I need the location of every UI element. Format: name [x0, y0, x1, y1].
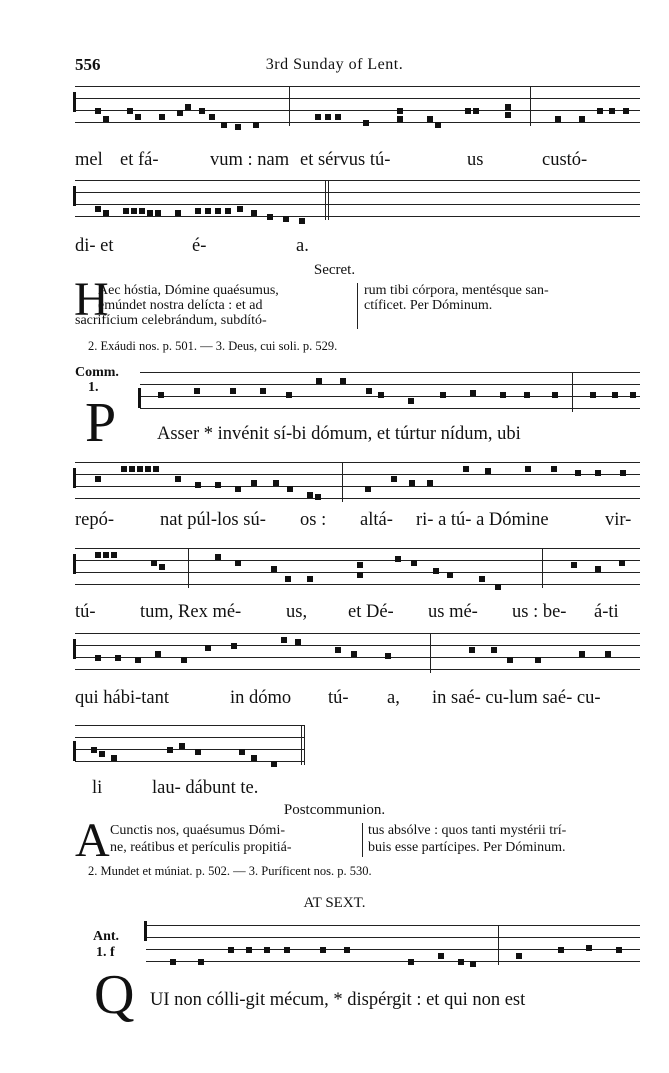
- lyric-word: lau- dábunt te.: [152, 778, 259, 798]
- lyric-word: us : be-: [512, 602, 567, 622]
- secret-references: 2. Exáudi nos. p. 501. — 3. Deus, cui soli. p. 529.: [88, 339, 338, 353]
- lyric-word: in saé- cu-lum saé- cu-: [432, 688, 601, 708]
- chant-staff-6: [75, 633, 640, 677]
- postcommunion-title: Postcommunion.: [283, 802, 386, 818]
- postcommunion-line: buis esse partícipes. Per Dóminum.: [368, 840, 566, 855]
- postcommunion-line: ne, reátibus et perículis propitiá-: [110, 840, 292, 855]
- lyric-word: é-: [192, 236, 207, 256]
- lyric-line: Asser * invénit sí-bi dómum, et túrtur nídum, ubi: [157, 424, 521, 444]
- lyric-word: et fá-: [120, 150, 159, 170]
- running-title: 3rd Sunday of Lent.: [265, 56, 404, 73]
- secret-line: emúndet nostra delícta : et ad: [98, 298, 263, 313]
- lyric-word: custó-: [542, 150, 588, 170]
- lyric-word: et Dé-: [348, 602, 394, 622]
- lyric-word: ri- a tú- a Dómine: [416, 510, 549, 530]
- lyric-word: di- et: [75, 236, 114, 256]
- communion-label: Comm.: [75, 365, 119, 380]
- secret-line: Aec hóstia, Dómine quaésumus,: [98, 283, 279, 298]
- lyric-word: vum : nam: [210, 150, 290, 170]
- page-number: 556: [75, 55, 101, 74]
- communion-drop-cap: P: [85, 392, 117, 454]
- sext-drop-cap: Q: [94, 964, 135, 1026]
- chant-staff-7: [75, 725, 305, 769]
- communion-mode: 1.: [88, 380, 99, 395]
- lyric-word: nat púl-los sú-: [160, 510, 266, 530]
- lyric-word: us,: [286, 602, 308, 622]
- lyric-line: UI non cólli-git mécum, * dispérgit : et qui non est: [150, 990, 526, 1010]
- lyric-word: qui hábi-tant: [75, 688, 170, 708]
- chant-staff-1: [75, 86, 640, 130]
- secret-drop-cap: H: [74, 273, 109, 326]
- sext-title: AT SEXT.: [303, 895, 366, 911]
- lyric-word: li: [92, 778, 103, 798]
- postcommunion-line: Cunctis nos, quaésumus Dómi-: [110, 823, 285, 838]
- lyric-word: et sérvus tú-: [300, 150, 391, 170]
- lyric-word: tú-: [75, 602, 96, 622]
- lyric-word: a.: [296, 236, 309, 256]
- lyric-word: repó-: [75, 510, 115, 530]
- postcommunion-line: tus absólve : quos tanti mystérii trí-: [368, 823, 567, 838]
- lyric-word: mel: [75, 150, 103, 170]
- lyric-word: us mé-: [428, 602, 478, 622]
- lyric-word: tum, Rex mé-: [140, 602, 242, 622]
- lyric-word: vir-: [605, 510, 632, 530]
- lyric-word: in dómo: [230, 688, 292, 708]
- chant-staff-3: [140, 372, 640, 416]
- column-divider: [357, 283, 358, 329]
- lyric-word: us: [467, 150, 484, 170]
- lyric-word: a,: [387, 688, 400, 708]
- chant-staff-5: [75, 548, 640, 592]
- chant-staff-2: [75, 180, 640, 224]
- secret-line: rum tibi córpora, mentésque san-: [364, 283, 549, 298]
- secret-title: Secret.: [313, 262, 356, 278]
- secret-line: sacrifícium celebrándum, subdító-: [75, 313, 267, 328]
- lyric-word: os :: [300, 510, 327, 530]
- chant-staff-8: [146, 925, 640, 969]
- lyric-word: á-ti: [594, 602, 619, 622]
- chant-staff-4: [75, 462, 640, 506]
- lyric-word: altá-: [360, 510, 393, 530]
- antiphon-mode: 1. f: [96, 945, 115, 960]
- postcommunion-drop-cap: A: [75, 814, 110, 867]
- secret-line: ctíficet. Per Dóminum.: [364, 298, 493, 313]
- antiphon-label: Ant.: [93, 929, 120, 944]
- postcommunion-references: 2. Mundet et múniat. p. 502. — 3. Puríficent nos. p. 530.: [88, 864, 372, 878]
- lyric-word: tú-: [328, 688, 349, 708]
- column-divider: [362, 823, 363, 857]
